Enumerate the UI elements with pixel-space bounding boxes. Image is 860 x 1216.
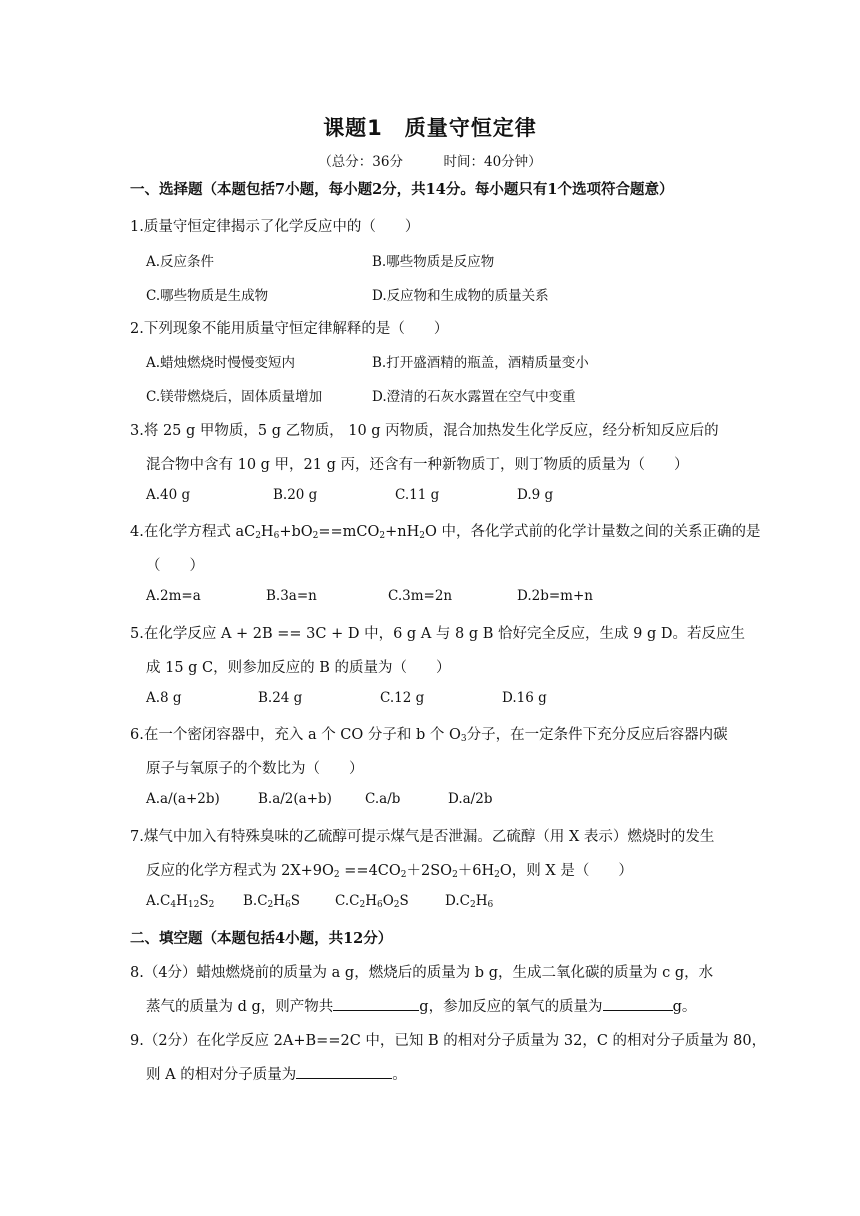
answer-blank-oxygen-mass[interactable] — [603, 996, 673, 1011]
question-5-stem-line2: 成 15 g C，则参加反应的 B 的质量为（ ） — [146, 660, 451, 676]
question-5-option-c: C.12 g — [380, 690, 425, 706]
question-2-option-c: C.镁带燃烧后，固体质量增加 — [146, 389, 323, 405]
question-8-stem-line1: 8.（4分）蜡烛燃烧前的质量为 a g，燃烧后的质量为 b g，生成二氧化碳的质量为 c g，水 — [130, 965, 714, 981]
question-5-option-b: B.24 g — [258, 690, 303, 706]
question-7-stem-line1: 7.煤气中加入有特殊臭味的乙硫醇可提示煤气是否泄漏。乙硫醇（用 X 表示）燃烧时的发生 — [130, 829, 715, 845]
question-6-stem-line1: 6.在一个密闭容器中，充入 a 个 CO 分子和 b 个 $O_3$分子，在一定条件下充分反应后容器内碳 — [130, 727, 728, 744]
question-4-option-a: A.2m=a — [146, 588, 201, 604]
question-6-stem-line2: 原子与氧原子的个数比为（ ） — [146, 761, 364, 777]
question-9-stem-line2: 则 A 的相对分子质量为 。 — [146, 1063, 407, 1084]
question-3-option-a: A.40 g — [146, 487, 191, 503]
question-6-option-a: A.a/(a+2b) — [146, 791, 220, 807]
question-7-option-b: $B.C_2H_6S$ — [243, 893, 301, 910]
page-title: 课题1 质量守恒定律 — [323, 116, 537, 140]
question-3-option-d: D.9 g — [517, 487, 554, 503]
question-6-option-d: D.a/2b — [448, 791, 493, 807]
question-8-stem-line2: 蒸气的质量为 d g，则产物共 g，参加反应的氧气的质量为 g。 — [146, 995, 696, 1016]
question-1-stem: 1.质量守恒定律揭示了化学反应中的（ ） — [130, 219, 420, 235]
question-2-stem: 2.下列现象不能用质量守恒定律解释的是（ ） — [130, 321, 449, 337]
question-2-option-a: A.蜡烛燃烧时慢慢变短内 — [146, 355, 296, 371]
question-1-option-d: D.反应物和生成物的质量关系 — [372, 288, 549, 304]
question-9-stem-line1: 9.（2分）在化学反应 2A+B==2C 中，已知 B 的相对分子质量为 32，C 的相对分子质量为 80， — [130, 1033, 767, 1049]
question-3-option-b: B.20 g — [273, 487, 318, 503]
answer-blank-molecular-mass-a[interactable] — [296, 1064, 392, 1079]
question-7-option-c: $C.C_2H_6O_2S$ — [335, 893, 409, 910]
question-4-stem-line1: 4.在化学方程式 $aC_2H_6+bO_2==mCO_2+nH_2O$ 中，各化学式前的化学计量数之间的关系正确的是 — [130, 524, 761, 541]
question-4-option-c: C.3m=2n — [388, 588, 453, 604]
question-3-stem-line1: 3.将 25 g 甲物质，5 g 乙物质， 10 g 丙物质，混合加热发生化学反应，经分析知反应后的 — [130, 423, 719, 439]
question-2-option-b: B.打开盛酒精的瓶盖，酒精质量变小 — [372, 355, 589, 371]
question-1-option-c: C.哪些物质是生成物 — [146, 288, 269, 304]
question-6-option-c: C.a/b — [365, 791, 401, 807]
answer-blank-products-mass[interactable] — [333, 996, 419, 1011]
question-4-option-d: D.2b=m+n — [517, 588, 593, 604]
question-6-option-b: B.a/2(a+b) — [258, 791, 332, 807]
question-5-option-a: A.8 g — [146, 690, 182, 706]
page-subtitle: （总分：36分 时间：40分钟） — [318, 154, 542, 170]
question-5-option-d: D.16 g — [502, 690, 547, 706]
section-heading-choice: 一、选择题（本题包括7小题，每小题2分，共14分。每小题只有1个选项符合题意） — [130, 181, 674, 198]
question-4-stem-line2: （ ） — [146, 558, 204, 574]
question-2-option-d: D.澄清的石灰水露置在空气中变重 — [372, 389, 576, 405]
question-3-option-c: C.11 g — [395, 487, 440, 503]
question-1-option-b: B.哪些物质是反应物 — [372, 254, 495, 270]
question-4-option-b: B.3a=n — [266, 588, 317, 604]
question-3-stem-line2: 混合物中含有 10 g 甲，21 g 丙，还含有一种新物质丁，则丁物质的质量为（ ） — [146, 457, 689, 473]
question-7-option-a: $A.C_4H_{12}S_2$ — [146, 893, 215, 910]
question-7-option-d: $D.C_2H_6$ — [445, 893, 494, 910]
question-1-option-a: A.反应条件 — [146, 254, 215, 270]
question-5-stem-line1: 5.在化学反应 A + 2B == 3C + D 中，6 g A 与 8 g B 恰好完全反应，生成 9 g D。若反应生 — [130, 626, 745, 642]
question-7-stem-line2: 反应的化学方程式为 $2X+9O_2 ==4CO_2+2SO_2+6H_2O$，则 X 是（ ） — [146, 863, 633, 880]
section-heading-fill-in: 二、填空题（本题包括4小题，共12分） — [130, 930, 393, 947]
